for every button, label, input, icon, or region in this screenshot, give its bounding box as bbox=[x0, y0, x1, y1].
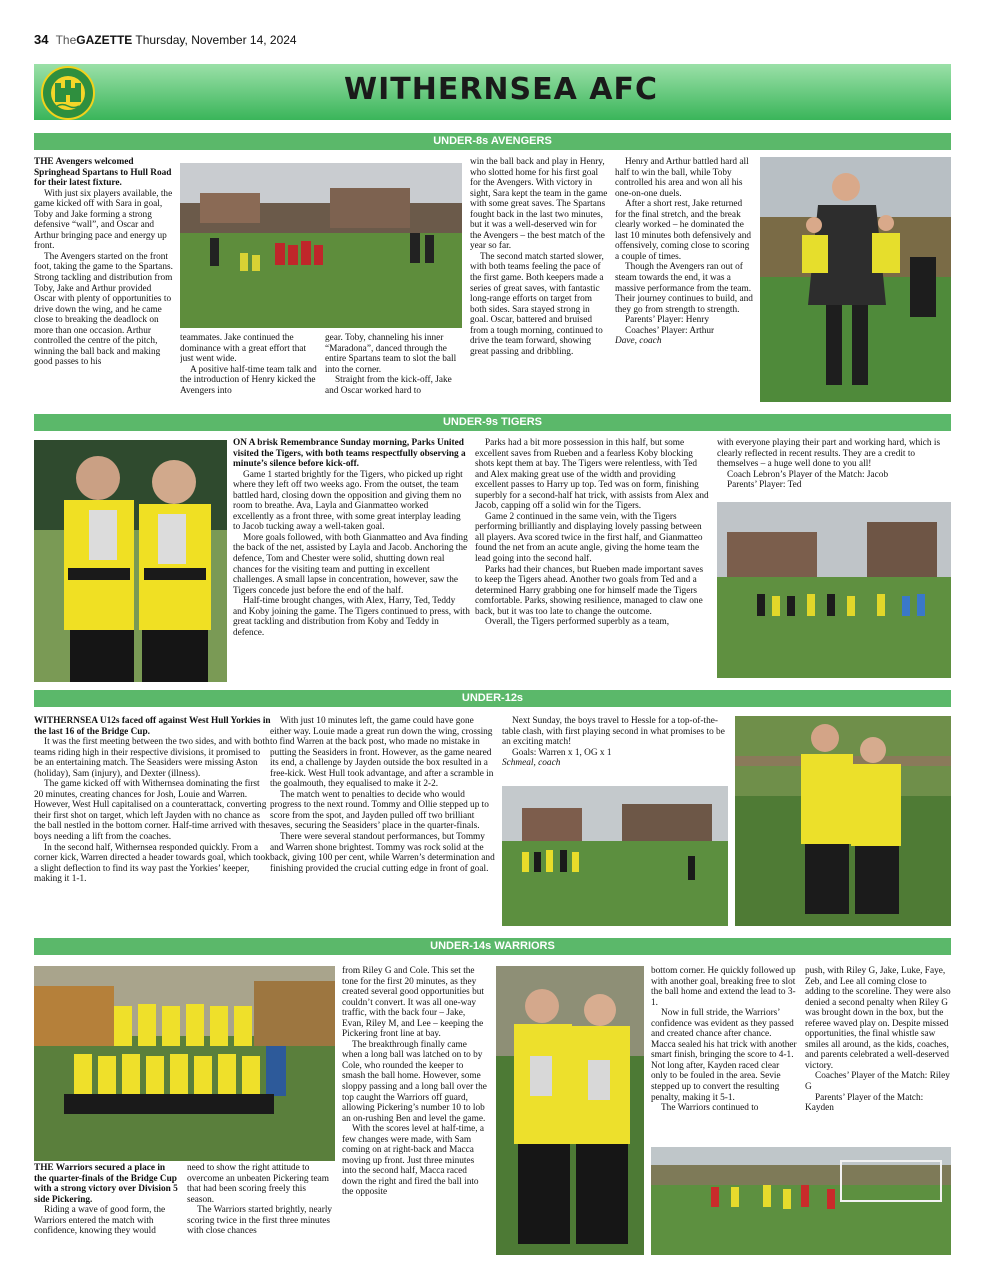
u9-paragraph: More goals followed, with both Gianmatteo and Ava finding the back of the net, assisted by Layla and Jacob. Anchoring the defence, Tom and Chester were solid, shutting down real chances for the visiting team and putting in excellent challenges. A small lapse in concentration, however, saw the Tigers concede just before the end of the half. bbox=[233, 532, 468, 596]
u14-column-4 bbox=[651, 966, 798, 1144]
u8-paragraph: Though the Avengers ran out of steam towards the end, it was a massive performance from the team. Their journey continues to build, and they go from strength to strength. bbox=[615, 262, 753, 315]
u14-paragraph: Now in full stride, the Warriors’ confidence was evident as they passed and created chance after chance. Macca sealed his hat trick with another smart finish, bringing the score to 4-1. Not long after, Kayden raced clear only to be fouled in the area. Sevie stepped up to convert the resulting penalty, making it 5-1. bbox=[651, 1008, 797, 1103]
u9-paragraph: with everyone playing their part and working hard, which is clearly reflected in recent results. They are a credit to themselves – a huge well done to you all! bbox=[717, 438, 941, 470]
u14-award: Parents’ Player of the Match: Kayden bbox=[805, 1092, 924, 1114]
u9-paragraph: Parks had their chances, but Rueben made important saves to keep the Tigers ahead. Another two goals from Ted and a determined Harry grabbing one for himself made the Tigers comfortable. Parks, showing resilience, managed to claw one back, but it was too late to change the outcome. bbox=[475, 564, 704, 617]
u9-paragraph: Half-time brought changes, with Alex, Harry, Ted, Teddy and Koby joining the game. The Tigers continued to press, with great tackling and distribution from Koby and Teddy in defence. bbox=[233, 596, 470, 638]
u8-award: Parents’ Player: Henry bbox=[625, 315, 709, 326]
masthead-the: The bbox=[55, 33, 77, 47]
u14-paragraph: from Riley G and Cole. This set the tone for the first 20 minutes, as they created several good opportunities but couldn’t convert. It was all one-way traffic, with the back four – Jake, Evan, Riley M, and Lee – keeping the Pickering front line at bay. bbox=[342, 966, 484, 1040]
u9-award: Parents’ Player: Ted bbox=[727, 480, 802, 491]
u14-paragraph: Riding a wave of good form, the Warriors entered the match with confidence, knowing they would bbox=[34, 1205, 166, 1237]
u8-paragraph: gear. Toby, channeling his inner “Maradona”, danced through the entire Spartans team to slot the ball into the corner. bbox=[325, 333, 457, 375]
club-title: WITHERNSEA AFC bbox=[344, 72, 659, 107]
u9-column-3 bbox=[717, 438, 951, 498]
u8-award: Coaches’ Player: Arthur bbox=[625, 325, 715, 336]
u8-lead: THE Avengers welcomed Springhead Spartans to Hull Road for their latest fixture. bbox=[34, 157, 172, 189]
u9-column-1 bbox=[233, 438, 470, 682]
club-banner bbox=[34, 64, 951, 120]
u12-paragraph: Next Sunday, the boys travel to Hessle for a top-of-the-table clash, with first playing second in what promises to be an exciting match! bbox=[502, 716, 725, 748]
u9-column-2 bbox=[475, 438, 711, 682]
u14-lead: THE Warriors secured a place in the quarter-finals of the Bridge Cup with a strong victory over Division 5 side Pickering. bbox=[34, 1163, 178, 1205]
u8-paragraph: win the ball back and play in Henry, who slotted home for his first goal for the Avengers. With victory in sight, Sara kept the team in the game with some great saves. The Spartans fought back in the last two minutes, but it was a well-deserved win for the Avengers – the best match of the year so far. bbox=[470, 157, 608, 252]
u14-column-2 bbox=[187, 1163, 335, 1255]
masthead-gazette: GAZETTE bbox=[76, 33, 133, 47]
u14-paragraph: With the scores level at half-time, a few changes were made, with Sam coming on at right-back and Macca moving up front. Just three minutes into the second half, Macca raced down the right and fired the ball into the opposite bbox=[342, 1124, 485, 1198]
u12-signoff: Schmeal, coach bbox=[502, 758, 561, 769]
u14-paragraph: The Warriors started brightly, nearly scoring twice in the first three minutes with close chances bbox=[187, 1205, 333, 1237]
u12-column-3 bbox=[502, 716, 728, 782]
u8-paragraph: The second match started slower, with both teams feeling the pace of the first game. Both keepers made a series of great saves, with fantastic long-range efforts on target from both sides. Sara stayed strong in goal. Oscar, battered and bruised from a tough morning, continued to drive the team forward, showing great passing and dribbling. bbox=[470, 251, 604, 357]
u14-award: Coaches’ Player of the Match: Riley G bbox=[805, 1071, 950, 1093]
u8-player-photo bbox=[760, 157, 951, 402]
u8-column-1 bbox=[34, 157, 175, 405]
u9-match-photo bbox=[717, 502, 951, 678]
u8-paragraph: After a short rest, Jake returned for the final stretch, and the break clearly worked – he dominated the last 10 minutes both defensively and offensively, coming close to scoring a couple of times. bbox=[615, 199, 752, 262]
u8-column-3 bbox=[325, 333, 465, 403]
u8-column-5 bbox=[615, 157, 755, 405]
u14-paragraph: bottom corner. He quickly followed up with another goal, breaking free to slot the ball home and extend the lead to 3-1. bbox=[651, 966, 796, 1008]
u8-team-photo bbox=[180, 163, 462, 328]
u14-column-1 bbox=[34, 1163, 179, 1255]
page-header bbox=[34, 32, 297, 47]
u12-paragraph: In the second half, Withernsea responded quickly. From a corner kick, Warren directed a header towards goal, which took a slight deflection to find its way past the Yorkies’ keeper, making it 1-1. bbox=[34, 842, 270, 885]
u14-paragraph: The Warriors continued to bbox=[661, 1103, 759, 1114]
u8-paragraph: A positive half-time team talk and the introduction of Henry kicked the Avengers into bbox=[180, 364, 317, 396]
u9-paragraph: Game 2 continued in the same vein, with the Tigers performing brilliantly and displaying lovely passing between all players. Ava scored twice in the first half, and Gianmatteo found the net from an acute angle, giving the home team the lead going into the second half. bbox=[475, 511, 703, 565]
u9-award: Coach Lebron’s Player of the Match: Jacob bbox=[727, 469, 889, 480]
u14-paragraph: need to show the right attitude to overcome an unbeaten Pickering team that had been scoring freely this season. bbox=[187, 1163, 329, 1205]
page-number: 34 bbox=[34, 32, 49, 47]
u12-column-1 bbox=[34, 716, 271, 932]
u12-paragraph: With just 10 minutes left, the game could have gone either way. Louie made a great run down the wing, crossing to find Warren at the back post, who made no mistake in putting the Seasiders in front. However, as the game neared its end, a challenge by Jayden outside the box resulted in a free-kick. West Hull took advantage, and after a scramble in the goalmouth, they equalised to make it 2-2. bbox=[270, 716, 494, 790]
u8-column-2 bbox=[180, 333, 317, 403]
u8-paragraph: The Avengers started on the front foot, taking the game to the Spartans. Strong tackling and distribution from Toby, Jake and Arthur provided Oscar with plenty of opportunities to drive down the wing, and he came close to breaking the deadlock on more than one occasion. Arthur controlled the centre of the pitch, winning the ball back and making good passes to his bbox=[34, 251, 173, 368]
u9-lead: ON A brisk Remembrance Sunday morning, Parks United visited the Tigers, with both teams respectfully observing a minute’s silence before kick-off. bbox=[233, 438, 466, 470]
u14-column-3 bbox=[342, 966, 488, 1254]
u14-players-photo bbox=[496, 966, 644, 1255]
u14-paragraph: The breakthrough finally came when a long ball was latched on to by Cole, who rounded the keeper to smash the ball home. However, some sloppy passing and a long ball over the top caught the Warriors off guard, allowing Pickering’s number 10 to lob an on-rushing Ben and level the game. bbox=[342, 1039, 487, 1124]
u8-paragraph: teammates. Jake continued the dominance with a great effort that just went wide. bbox=[180, 333, 307, 365]
issue-date: Thursday, November 14, 2024 bbox=[135, 33, 297, 47]
u12-column-2 bbox=[270, 716, 496, 932]
section-header-u12: UNDER-12s bbox=[34, 690, 951, 707]
section-header-u8: UNDER-8s AVENGERS bbox=[34, 133, 951, 150]
u9-paragraph: Overall, the Tigers performed superbly as a team, bbox=[485, 617, 670, 628]
u14-match-photo bbox=[651, 1147, 951, 1255]
u9-paragraph: Parks had a bit more possession in this half, but some excellent saves from Rueben and a fearless Koby blocking shots kept them at bay. The Tigers were relentless, with Ted and Alex making great use of the width and providing excellent passes to Harry up top. Ted was on form, finishing superbly for a second-half hat trick, with assists from Alex and Jacob, capping off a solid win for the Tigers. bbox=[475, 438, 709, 512]
u12-paragraph: The match went to penalties to decide who would progress to the next round. Tommy and Ollie stepped up to score from the spot, and Jayden pulled off two brilliant saves, securing the Seasiders’ place in the quarter-finals. bbox=[270, 789, 489, 832]
u9-players-photo bbox=[34, 440, 227, 682]
u8-paragraph: With just six players available, the game kicked off with Sara in goal, Toby and Jake forming a strong defensive “wall”, and Oscar and Arthur bringing pace and energy up front. bbox=[34, 188, 173, 252]
u12-paragraph: The game kicked off with Withernsea dominating the first 20 minutes, creating chances for Josh, Louie and Warren. However, West Hull capitalised on a counterattack, converting their first shot on target, which left Jayden with no chance as the ball nestled in the bottom corner. Half-time arrived with the boys needing a lift from the coaches. bbox=[34, 779, 270, 843]
u14-paragraph: push, with Riley G, Jake, Luke, Faye, Zeb, and Lee all coming close to adding to the scoreline. They were also denied a second penalty when Riley G was brought down in the box, but the referee waved play on. Despite missed opportunities, the final whistle saw smiles all around, as the kids, coaches, and parents celebrated a well-deserved victory. bbox=[805, 966, 951, 1071]
u12-match-photo bbox=[502, 786, 728, 926]
club-badge-icon bbox=[40, 65, 96, 120]
u14-column-5 bbox=[805, 966, 951, 1144]
u9-paragraph: Game 1 started brightly for the Tigers, who picked up right where they left off two weeks ago. From the outset, the team battled hard, closing down the opposition and giving them no room to breathe. Ava, Layla and Gianmatteo worked excellently as a front three, with some great interplay leading to Jacob tucking away a well-taken goal. bbox=[233, 469, 463, 533]
u8-signoff: Dave, coach bbox=[615, 336, 662, 347]
section-header-u14: UNDER-14s WARRIORS bbox=[34, 938, 951, 955]
section-header-u9: UNDER-9s TIGERS bbox=[34, 414, 951, 431]
u8-column-4 bbox=[470, 157, 609, 405]
u8-paragraph: Straight from the kick-off, Jake and Oscar worked hard to bbox=[325, 375, 452, 396]
u8-paragraph: Henry and Arthur battled hard all half to win the ball, while Toby controlled his area and won all his one-on-one duels. bbox=[615, 157, 749, 199]
u14-team-photo bbox=[34, 966, 335, 1161]
u12-paragraph: It was the first meeting between the two sides, and with both teams riding high in their respective divisions, it promised to be an entertaining match. The Seasiders were missing Aston (holiday), Sam (injury), and Dexter (illness). bbox=[34, 737, 270, 779]
u12-lead: WITHERNSEA U12s faced off against West Hull Yorkies in the last 16 of the Bridge Cup. bbox=[34, 716, 271, 737]
u12-players-photo bbox=[735, 716, 951, 926]
u12-goals: Goals: Warren x 1, OG x 1 bbox=[512, 747, 612, 758]
u12-paragraph: There were several standout performances, but Tommy and Warren shone brightest. Tommy was rock solid at the back, giving 100 per cent, while Warren’s determination and finishing provided the crucial cutting edge in front of goal. bbox=[270, 832, 495, 874]
